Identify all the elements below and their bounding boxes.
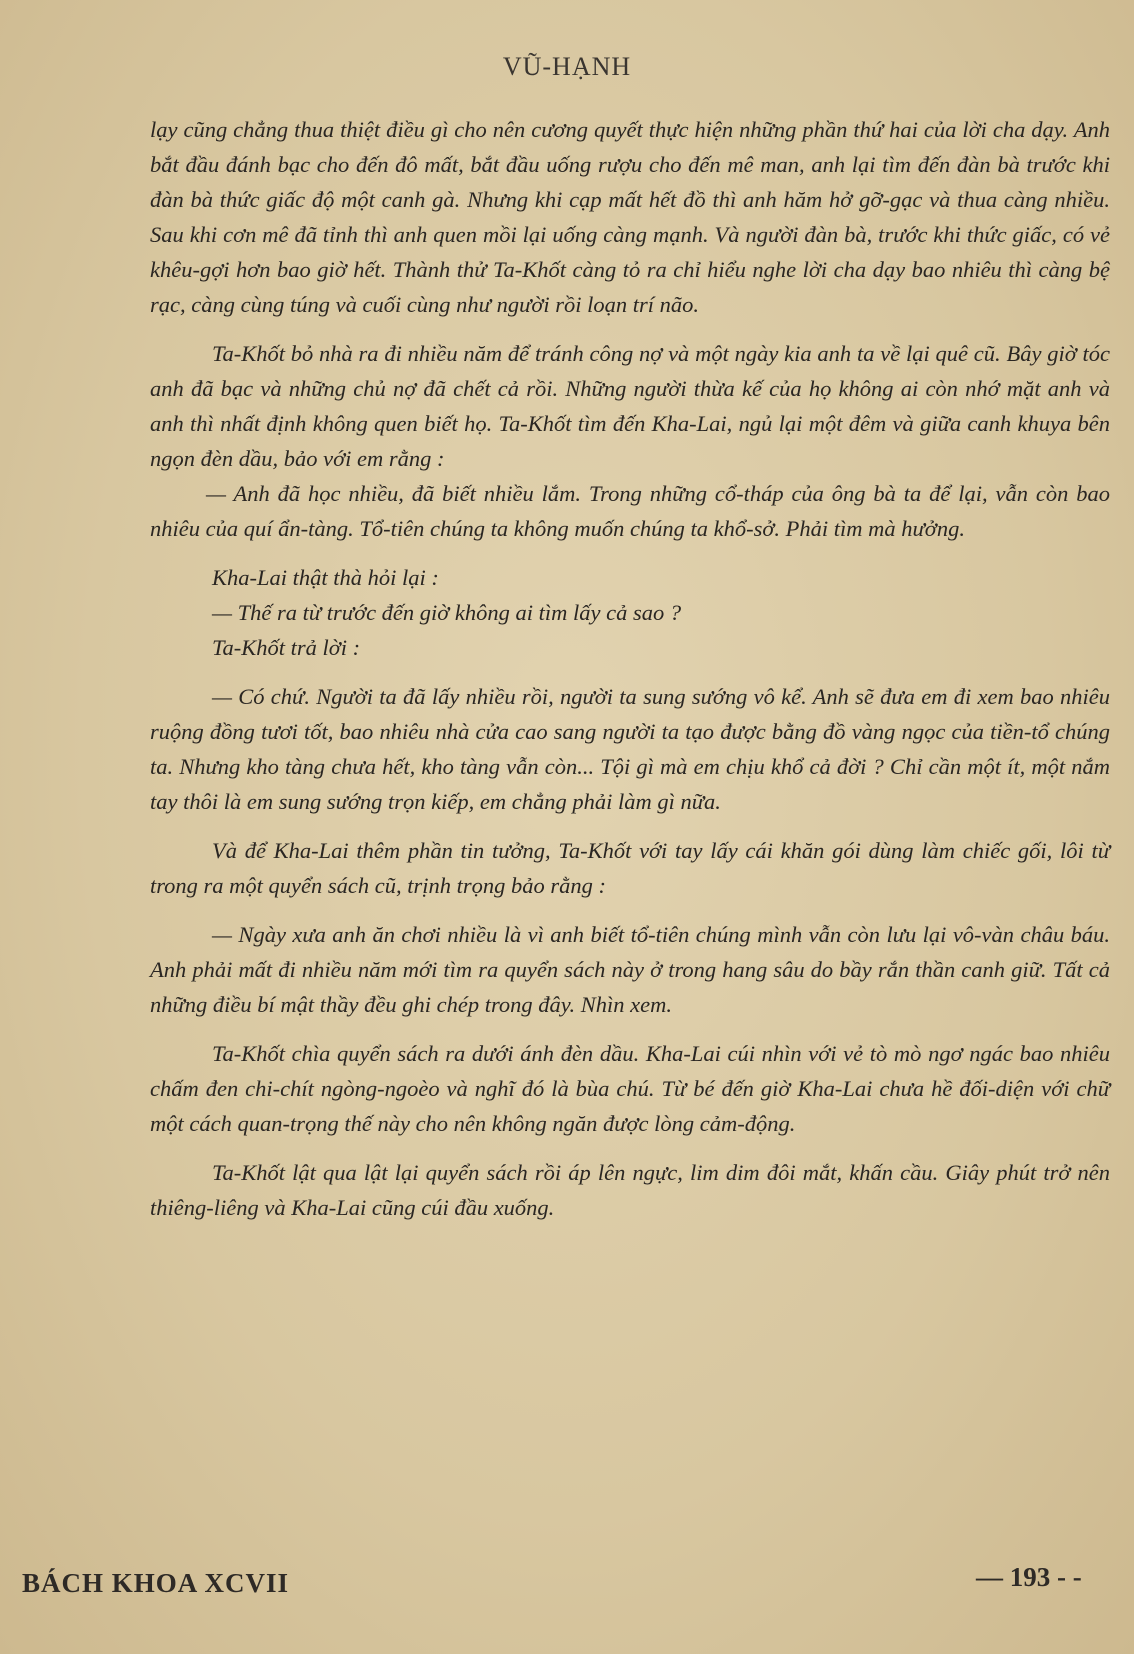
- paragraph: Kha-Lai thật thà hỏi lại :: [212, 565, 439, 590]
- paragraph: Và để Kha-Lai thêm phần tin tưởng, Ta-Khốt với tay lấy cái khăn gói dùng làm chiếc gối, lôi từ trong ra một quyển sách cũ, trịnh trọng bảo rằng :: [150, 838, 1110, 898]
- dialog-paragraph: — Anh đã học nhiều, đã biết nhiều lắm. Trong những cổ-tháp của ông bà ta để lại, vẫn còn bao nhiêu của quí ẩn-tàng. Tổ-tiên chúng ta không muốn chúng ta khổ-sở. Phải tìm mà hưởng.: [150, 481, 1110, 541]
- footer-page-number: — 193 - -: [976, 1562, 1082, 1592]
- dialog-line: — Thế ra từ trước đến giờ không ai tìm lấy cả sao ?: [212, 600, 682, 625]
- paragraph: Ta-Khốt chìa quyển sách ra dưới ánh đèn dầu. Kha-Lai cúi nhìn với vẻ tò mò ngơ ngác bao nhiêu chấm đen chi-chít ngòng-ngoèo và nghĩ đó là bùa chú. Từ bé đến giờ Kha-Lai chưa hề đối-diện với chữ một cách quan-trọng thế này cho nên không ngăn được lòng cảm-động.: [150, 1041, 1110, 1136]
- dialog-paragraph: — Có chứ. Người ta đã lấy nhiều rồi, người ta sung sướng vô kể. Anh sẽ đưa em đi xem bao nhiêu ruộng đồng tươi tốt, bao nhiêu nhà cửa cao sang người ta tạo được bằng đồ vàng ngọc của tiền-tổ chúng ta. Nhưng kho tàng chưa hết, kho tàng vẫn còn... Tội gì mà em chịu khổ cả đời ? Chỉ cần một ít, một nắm tay thôi là em sung sướng trọn kiếp, em chẳng phải làm gì nữa.: [150, 684, 1110, 814]
- paragraph: lạy cũng chẳng thua thiệt điều gì cho nên cương quyết thực hiện những phần thứ hai của lời cha dạy. Anh bắt đầu đánh bạc cho đến đô mất, bắt đầu uống rượu cho đến mê man, anh lại tìm đến đàn bà trước khi đàn bà thức giấc độ một canh gà. Nhưng khi cạp mất hết đồ thì anh hăm hở gỡ-gạc và thua càng nhiều. Sau khi cơn mê đã tỉnh thì anh quen mồi lại uống càng mạnh. Và người đàn bà, trước khi thức giấc, có vẻ khêu-gợi hơn bao giờ hết. Thành thử Ta-Khốt càng tỏ ra chỉ hiểu nghe lời cha dạy bao nhiêu thì càng bệ rạc, càng cùng túng và cuối cùng như người rồi loạn trí não.: [150, 117, 1110, 317]
- footer-magazine-title: BÁCH KHOA XCVII: [22, 1568, 290, 1598]
- paragraph: Ta-Khốt trả lời :: [212, 635, 361, 660]
- article-body: [150, 112, 1110, 1225]
- paragraph: Ta-Khốt lật qua lật lại quyển sách rồi áp lên ngực, lim dim đôi mắt, khấn cầu. Giây phút trở nên thiêng-liêng và Kha-Lai cũng cúi đầu xuống.: [150, 1160, 1110, 1220]
- running-header-author: VŨ-HẠNH: [502, 52, 632, 81]
- dialog-paragraph: — Ngày xưa anh ăn chơi nhiều là vì anh biết tổ-tiên chúng mình vẫn còn lưu lại vô-vàn châu báu. Anh phải mất đi nhiều năm mới tìm ra quyển sách này ở trong hang sâu do bầy rắn thần canh giữ. Tất cả những điều bí mật thầy đều ghi chép trong đây. Nhìn xem.: [150, 922, 1110, 1017]
- paragraph: Ta-Khốt bỏ nhà ra đi nhiều năm để tránh công nợ và một ngày kia anh ta về lại quê cũ. Bây giờ tóc anh đã bạc và những chủ nợ đã chết cả rồi. Những người thừa kế của họ không ai còn nhớ mặt anh và anh thì nhất định không quen biết họ. Ta-Khốt tìm đến Kha-Lai, ngủ lại một đêm và giữa canh khuya bên ngọn đèn dầu, bảo với em rằng :: [150, 341, 1110, 471]
